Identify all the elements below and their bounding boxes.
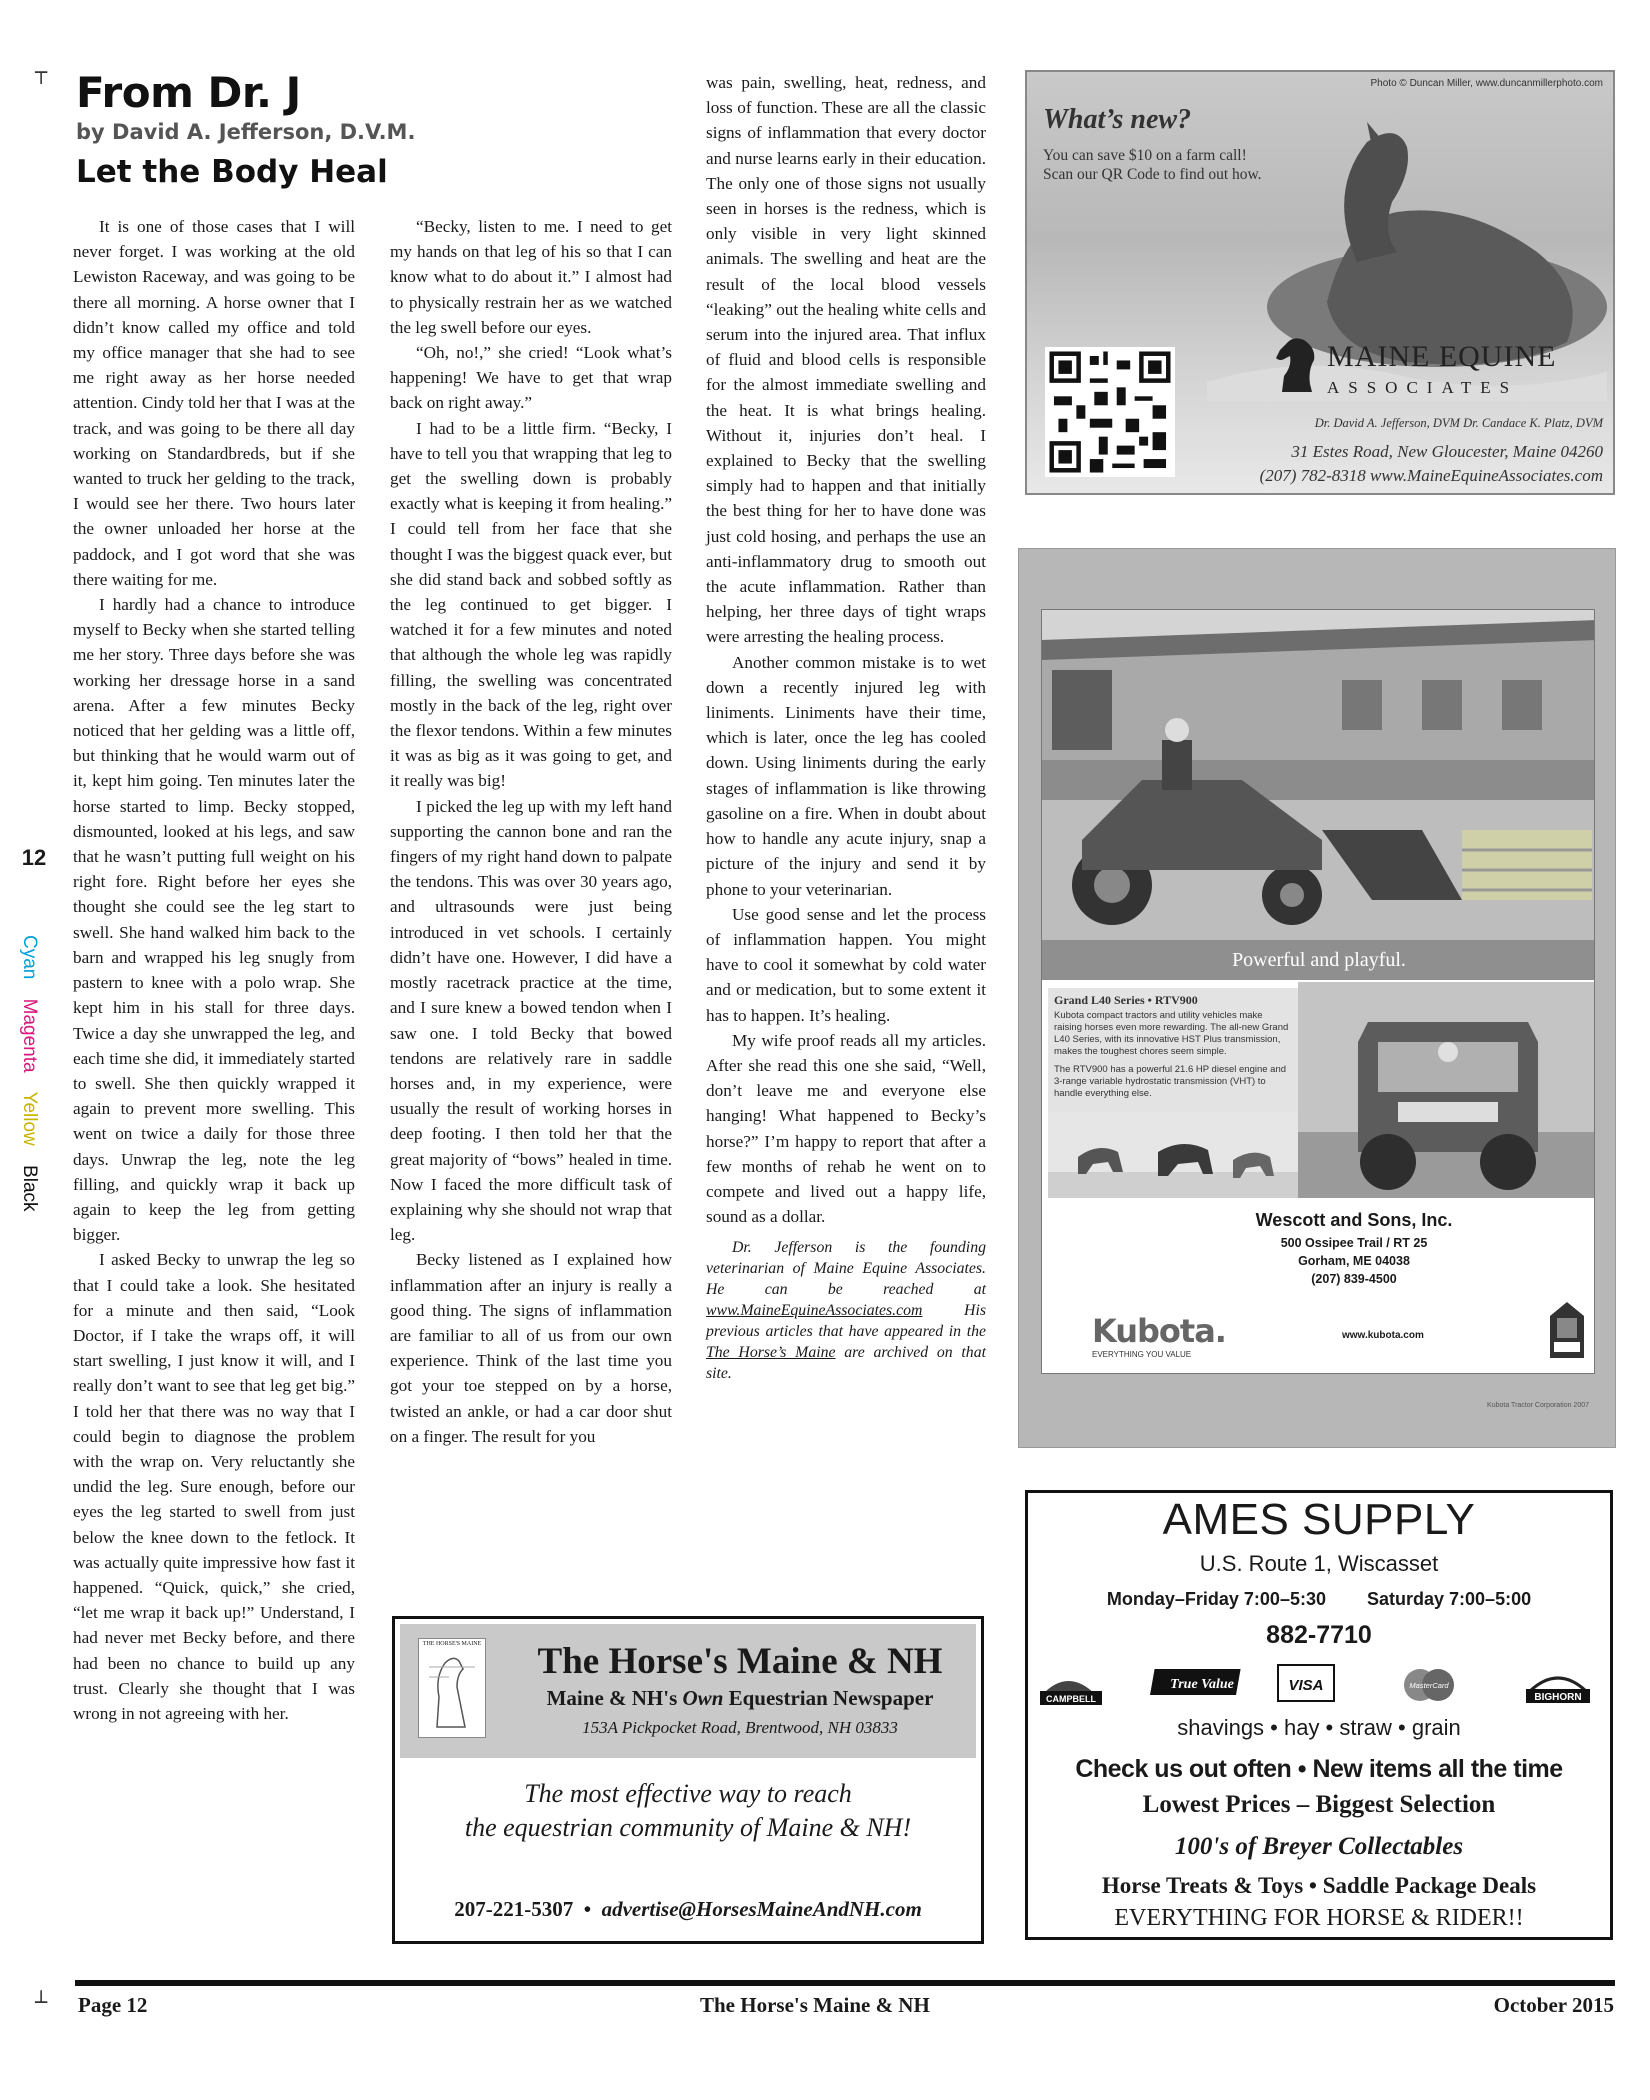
ad-email[interactable]: advertise@HorsesMaineAndNH.com	[601, 1897, 922, 1921]
blurb: Kubota compact tractors and utility vehicles make raising horses even more rewarding. The all-new Grand L40 Series, with its innovative HST Plus transmission, makes the toughest chores seem simple.	[1054, 1010, 1289, 1057]
ad-address: 31 Estes Road, New Gloucester, Maine 04260	[1291, 442, 1603, 461]
article-column-3	[706, 70, 986, 1384]
section-title: From Dr. J	[76, 68, 301, 117]
footer-rule	[75, 1980, 1615, 1986]
kubota-slogan: EVERYTHING YOU VALUE	[1092, 1350, 1192, 1359]
color-black: Black	[19, 1165, 40, 1212]
kubota-website[interactable]: www.kubota.com	[1342, 1330, 1424, 1341]
newspaper-thumbnail: THE HORSE'S MAINE	[418, 1638, 486, 1738]
products-line: shavings • hay • straw • grain	[1177, 1715, 1461, 1740]
kubota-copyright: Kubota Tractor Corporation 2007	[1487, 1402, 1589, 1409]
campbell-logo	[1040, 1681, 1102, 1705]
running-horses-photo	[1048, 1112, 1298, 1198]
article-column-1	[73, 214, 355, 1726]
ad-slogan: The most effective way to reach the equestrian community of Maine & NH!	[464, 1779, 912, 1842]
logo-subtitle: ASSOCIATES	[1327, 378, 1519, 397]
publication-subtitle: Maine & NH's Own Equestrian Newspaper	[546, 1686, 934, 1710]
dealer-address-2: Gorham, ME 04038	[1298, 1254, 1410, 1268]
paragraph: “Oh, no!,” she cried! “Look what’s happening! We have to get that wrap back on right away.”	[390, 343, 672, 413]
color-magenta: Magenta	[19, 998, 40, 1073]
visa-logo	[1278, 1665, 1334, 1701]
article-column-2	[390, 214, 672, 1449]
footer-publication: The Horse's Maine & NH	[700, 1993, 930, 2017]
horse-sketch-icon	[419, 1647, 485, 1733]
mastercard-logo	[1404, 1669, 1454, 1701]
dealer-phone: (207) 839-4500	[1311, 1272, 1397, 1286]
true-value-logo	[1150, 1669, 1241, 1695]
paragraph: “Becky, listen to me. I need to get my hands on that leg of his so that I can know what to do about it.” I almost had to physically restrain her as we watched the leg swell before our eyes.	[390, 217, 672, 337]
ad-headline: What’s new?	[1043, 104, 1192, 135]
horses-maine-banner	[400, 1624, 976, 1758]
check-us-out: Check us out often • New items all the time	[1075, 1755, 1563, 1783]
color-cyan: Cyan	[19, 935, 40, 980]
paragraph: I asked Becky to unwrap the leg so that I could take a look. She hesitated for a minute and then said, “Look Doctor, if I take the wraps off, it will start swelling, I just know it will, and I really don’t want to see that leg get big.” I told her that there was no way that I could begin to diagnose the problem with the wrap on. Very reluctantly she undid the leg. Sure enough, before our eyes the leg started to swell from just below the knee down to the fetlock. It was actually quite impressive how fast it happened. “Quick, quick,” she cried, “let me wrap it back up!” Understand, I had never met Becky before, and there had been no chance to build up any trust. Clearly she thought that I was wrong in not agreeing with her.	[73, 1250, 355, 1723]
footer-page: Page 12	[78, 1993, 148, 2017]
treats-line: Horse Treats & Toys • Saddle Package Deals	[1101, 1873, 1537, 1898]
kubota-ad[interactable]	[1018, 548, 1616, 1448]
safety-badge-icon	[1546, 1298, 1588, 1362]
dealer-name: Wescott and Sons, Inc.	[1255, 1210, 1453, 1230]
margin-page-number: 12	[21, 845, 47, 870]
footer-date: October 2015	[1493, 1993, 1614, 2017]
kubota-info	[1048, 988, 1298, 1112]
horses-maine-ad[interactable]	[392, 1616, 984, 1944]
photo-credit: Photo © Duncan Miller, www.duncanmillerphoto.com	[1370, 78, 1603, 89]
paragraph: Another common mistake is to wet down a recently injured leg with liniments. Liniments have their time, which is later, once the leg has cooled down. Using liniments during the early stages of inflammation is like throwing gasoline on a fire. When in doubt about how to handle any acute injury, snap a picture of the injury and send it by phone to your veterinarian.	[706, 652, 986, 899]
utility-vehicle-photo	[1298, 982, 1595, 1198]
publication-name: The Horse’s Maine	[706, 1344, 836, 1362]
headline: Let the Body Heal	[76, 154, 388, 190]
store-name: AMES SUPPLY	[1162, 1495, 1476, 1544]
publication-title: The Horse's Maine & NH	[537, 1641, 943, 1682]
breyer-line: 100's of Breyer Collectables	[1174, 1833, 1464, 1860]
author-note: Dr. Jefferson is the founding veterinarian of Maine Equine Associates. He can be reached at www.MaineEquineAssociates.com His previous articles that have appeared in the The Horse’s Maine are archived on that site.	[706, 1239, 986, 1383]
model-heading: Grand L40 Series • RTV900	[1054, 993, 1198, 1007]
crop-mark-bottom: ┴	[35, 1990, 48, 2014]
ad-tagline: Powerful and playful.	[1042, 940, 1595, 980]
color-yellow: Yellow	[19, 1091, 40, 1146]
byline: by David A. Jefferson, D.V.M.	[76, 120, 416, 144]
lowest-prices: Lowest Prices – Biggest Selection	[1142, 1791, 1496, 1818]
dealer-address-1: 500 Ossipee Trail / RT 25	[1280, 1236, 1428, 1250]
ad-contact: 207-221-5307 • advertise@HorsesMaineAndNH.com	[454, 1897, 922, 1921]
kubota-ad-body	[1041, 609, 1595, 1374]
paragraph: Use good sense and let the process of inflammation happen. You might have to cool it somewhat by cold water and or medication, but to some extent it has to happen. It’s healing.	[706, 904, 986, 1025]
ad-phone-web[interactable]: (207) 782-8318 www.MaineEquineAssociates.com	[1259, 466, 1603, 485]
paragraph: I hardly had a chance to introduce myself to Becky when she started telling me her story. Three days before she was working her dressage horse in a sand arena. After a few minutes Becky noticed that her gelding was a little off, but thinking that he would warm out of it, kept him going. Ten minutes later the horse started to limp. Becky stopped, dismounted, looked at his legs, and saw that he wasn’t putting full weight on his right fore. Right before her eyes she thought she could see the leg start to swell. She hand walked him back to the barn and wrapped his leg snugly from pastern to knee with a polo wrap. She kept him in his stall for three days. Twice a day she unwrapped the leg, and each time she did, it immediately started to swell. She then quickly wrapped it again to prevent more swelling. This went on twice a daily for those three days. Unwrap the leg, note the leg filling, and quickly wrap it back up again to keep the leg from getting bigger.	[73, 595, 355, 1245]
ad-phone[interactable]: 207-221-5307	[454, 1897, 574, 1921]
blurb: The RTV900 has a powerful 21.6 HP diesel engine and 3-range variable hydrostatic transmission (VHT) to handle everything else.	[1054, 1064, 1287, 1099]
doctors-names: Dr. David A. Jefferson, DVM Dr. Candace K. Platz, DVM	[1314, 416, 1603, 430]
paragraph: I picked the leg up with my left hand supporting the cannon bone and ran the fingers of my right hand down to palpate the tendons. This was over 30 years ago, and ultrasounds were just being introduced in vet schools. I certainly didn’t have one. However, I did have a mostly racetrack practice at the time, and I sure knew a bowed tendon when I saw one. I told Becky that bowed tendons are relatively rare in saddle horses and, in my experience, were usually the result of working horses in deep footing. I then told her that the great majority of “bows” healed in time. Now I faced the more difficult task of explaining why she should not wrap that leg.	[390, 796, 672, 1245]
logo-name: MAINE EQUINE	[1327, 340, 1557, 373]
tractor-photo	[1042, 610, 1595, 940]
maine-equine-ad[interactable]	[1025, 70, 1615, 495]
author-website-link[interactable]: www.MaineEquineAssociates.com	[706, 1302, 923, 1320]
svg-text:True Value: True Value	[1170, 1677, 1234, 1692]
bighorn-logo	[1526, 1678, 1590, 1703]
store-phone[interactable]: 882-7710	[1266, 1621, 1372, 1649]
ad-offer: You can save $10 on a farm call! Scan our QR Code to find out how.	[1043, 147, 1262, 183]
svg-text:MasterCard: MasterCard	[1409, 1681, 1449, 1690]
publication-address: 153A Pickpocket Road, Brentwood, NH 03833	[582, 1718, 898, 1737]
paragraph: was pain, swelling, heat, redness, and loss of function. These are all the classic signs of inflammation that every doctor and nurse learns early in their education. The only one of those signs not usually seen in horses is the redness, which is only visible in very light skinned animals. The swelling and heat are the result of the local blood vessels “leaking” out the healing white cells and serum into the injured area. That influx of fluid and blood cells is responsible for the almost immediate swelling and the heat. It is what brings healing. Without it, injuries don’t heal. I explained to Becky that the swelling simply had to happen and that initially the best thing for her to have done was just cold hosing, and perhaps the use an anti-inflammatory drug to smooth out the acute inflammation. Rather than helping, her three days of tight wraps were arresting the healing process.	[706, 73, 986, 647]
paragraph: It is one of those cases that I will never forget. I was working at the old Lewiston Raceway, and was going to be there all morning. A horse owner that I didn’t know called my office and told my office manager that she had to see me right away as her horse needed attention. Cindy told her that I was at the track, and was going to be there all day working on Standardbreds, but if she wanted to truck her gelding to the track, I would see her there. Two hours later the owner unloaded her horse at the paddock, and I got word that she was there waiting for me.	[73, 217, 355, 589]
qr-code[interactable]	[1045, 347, 1175, 477]
paragraph: My wife proof reads all my articles. After she read this one she said, “Well, don’t leave me and everyone else hanging! What happened to Becky’s horse?” I’m happy to report that after a few months of rehab he went on to compete and lived out a happy life, sound as a dollar.	[706, 1030, 986, 1227]
svg-text:BIGHORN: BIGHORN	[1534, 1692, 1582, 1703]
everything-line: EVERYTHING FOR HORSE & RIDER!!	[1114, 1905, 1524, 1931]
kubota-logo: Kubota.	[1092, 1312, 1226, 1350]
color-bar	[18, 935, 40, 1226]
svg-text:VISA: VISA	[1288, 1677, 1324, 1694]
ames-supply-ad[interactable]	[1025, 1490, 1613, 1940]
knight-logo-icon	[1270, 334, 1322, 396]
paragraph: Becky listened as I explained how inflammation after an injury is really a good thing. The signs of inflammation are familiar to all of us from our own experience. Think of the last time you got your toe stepped on by a horse, twisted an ankle, or had a car door shut on a finger. The result for you	[390, 1250, 672, 1446]
store-hours: Monday–Friday 7:00–5:30 Saturday 7:00–5:00	[1106, 1589, 1532, 1609]
crop-mark-top: ┬	[35, 60, 48, 84]
paragraph: I had to be a little firm. “Becky, I have to tell you that wrapping that leg to get the swelling down is probably exactly what is keeping it from healing.” I could tell from her face that she thought I was the biggest quack ever, but she did stand back and sobbed softly as the leg continued to get bigger. I watched it for a few minutes and noted that although the whole leg was rapidly filling, the swelling was concentrated mostly in the back of the leg, right over the flexor tendons. Within a few minutes it was as big as it was going to get, and it really was big!	[390, 418, 672, 791]
svg-text:CAMPBELL: CAMPBELL	[1046, 1694, 1096, 1704]
brand-logos	[1038, 1661, 1600, 1709]
store-location: U.S. Route 1, Wiscasset	[1199, 1551, 1439, 1576]
